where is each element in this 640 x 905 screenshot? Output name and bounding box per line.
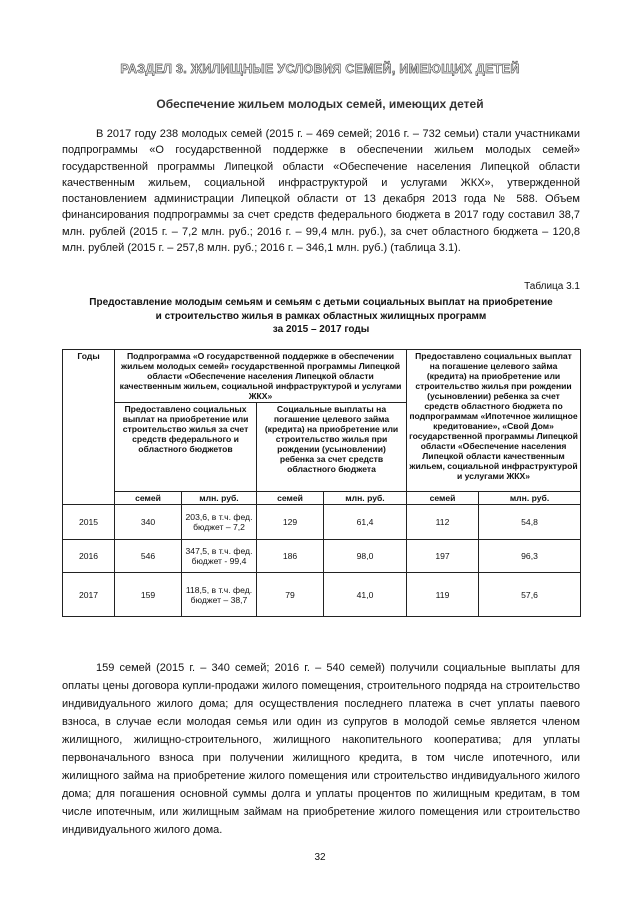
header-group-2: Предоставлено социальных выплат на погашение целевого займа (кредита) на приобретение или строительство жилья при рождении (усыновлении) ребенка за счет средств областного бюджета по подпрограммам «Ипотечное жилищное кредитование», «Свой Дом» государственной программы Липецкой области «Обеспечение населения Липецкой области качественным жильем, социальной инфраструктурой и услугами ЖКХ» <box>407 350 581 492</box>
paragraph-2 <box>62 659 580 839</box>
data-table <box>62 349 581 617</box>
cell-value: 79 <box>257 573 324 617</box>
header-group-1-sub-1: Предоставлено социальных выплат на приобретение или строительство жилья за счет средств федерального и областного бюджетов <box>115 403 257 492</box>
table-title-line: за 2015 – 2017 годы <box>272 324 370 335</box>
cell-value: 129 <box>257 505 324 540</box>
table-row <box>63 573 581 617</box>
cell-value: 340 <box>115 505 182 540</box>
cell-value: 41,0 <box>324 573 407 617</box>
header-unit: семей <box>115 492 182 505</box>
table-row <box>63 540 581 573</box>
cell-value: 98,0 <box>324 540 407 573</box>
table-title-line: и строительство жилья в рамках областных жилищных программ <box>155 310 487 322</box>
cell-value: 112 <box>407 505 479 540</box>
cell-value: 119 <box>407 573 479 617</box>
cell-value: 54,8 <box>479 505 581 540</box>
cell-value: 203,6, в т.ч. фед. бюджет – 7,2 <box>182 505 257 540</box>
header-group-1-sub-2: Социальные выплаты на погашение целевого займа (кредита) на приобретение или строительство жилья при рождении (усыновлении) ребенка за счет средств областного бюджета <box>257 403 407 492</box>
cell-value: 186 <box>257 540 324 573</box>
cell-value: 546 <box>115 540 182 573</box>
paragraph-1 <box>62 126 580 256</box>
cell-value: 347,5, в т.ч. фед. бюджет - 99,4 <box>182 540 257 573</box>
header-unit: семей <box>407 492 479 505</box>
paragraph-2-text: 159 семей (2015 г. – 340 семей; 2016 г. – 540 семей) получили социальные выплаты для оплаты цены договора купли-продажи жилого помещения, строительного подряда на строительство индивидуального жилого дома; для осуществления последнего платежа в счет уплаты паевого взноса, в случае если молодая семья или один из супругов в молодой семье является членом жилищного, жилищно-строительного, жилищного накопительного кооператива; для уплаты первоначального взноса при получении жилищного кредита, в том числе ипотечного, или жилищного займа на приобретение жилого помещения или строительство индивидуального жилого дома; для погашения основной суммы долга и уплаты процентов по жилищным кредитам, в том числе ипотечным, или жилищным займам на приобретение жилого помещения или строительство индивидуального жилого дома. <box>62 662 580 836</box>
cell-value: 96,3 <box>479 540 581 573</box>
cell-year: 2017 <box>63 573 115 617</box>
table-title-line: Предоставление молодым семьям и семьям с детьми социальных выплат на приобретение <box>89 297 553 308</box>
cell-value: 159 <box>115 573 182 617</box>
paragraph-1-text: В 2017 году 238 молодых семей (2015 г. – 469 семей; 2016 г. – 732 семьи) стали участниками подпрограммы «О государственной поддержке в обеспечении жильем молодых семей» государственной программы Липецкой области «Обеспечение населения Липецкой области качественным жильем, социальной инфраструктурой и услугами ЖКХ», утвержденной постановлением администрации Липецкой области от 13 декабря 2013 года № 588. Объем финансирования подпрограммы за счет средств федерального бюджета в 2017 году составил 38,7 млн. рублей (2015 г. – 7,2 млн. руб.; 2016 г. – 99,4 млн. руб.), за счет областного бюджета – 120,8 млн. рублей (2015 г. – 257,8 млн. руб.; 2016 г. – 346,1 млн. руб.) (таблица 3.1). <box>62 128 580 255</box>
cell-value: 197 <box>407 540 479 573</box>
cell-year: 2016 <box>63 540 115 573</box>
table-title <box>62 296 580 337</box>
section-title: РАЗДЕЛ 3. ЖИЛИЩНЫЕ УСЛОВИЯ СЕМЕЙ, ИМЕЮЩИХ ДЕТЕЙ <box>120 62 520 76</box>
header-unit: млн. руб. <box>324 492 407 505</box>
page-number: 32 <box>314 852 326 863</box>
cell-year: 2015 <box>63 505 115 540</box>
header-unit: семей <box>257 492 324 505</box>
table-row <box>63 505 581 540</box>
header-unit: млн. руб. <box>479 492 581 505</box>
cell-value: 61,4 <box>324 505 407 540</box>
table-number: Таблица 3.1 <box>524 281 580 292</box>
cell-value: 57,6 <box>479 573 581 617</box>
header-group-1: Подпрограмма «О государственной поддержке в обеспечении жильем молодых семей» государственной программы Липецкой области «Обеспечение населения Липецкой области качественным жильем, социальной инфраструктурой и услугами ЖКХ» <box>115 350 407 403</box>
header-unit: млн. руб. <box>182 492 257 505</box>
header-years: Годы <box>63 350 115 505</box>
subtitle: Обеспечение жильем молодых семей, имеющих детей <box>156 97 484 111</box>
cell-value: 118,5, в т.ч. фед. бюджет – 38,7 <box>182 573 257 617</box>
